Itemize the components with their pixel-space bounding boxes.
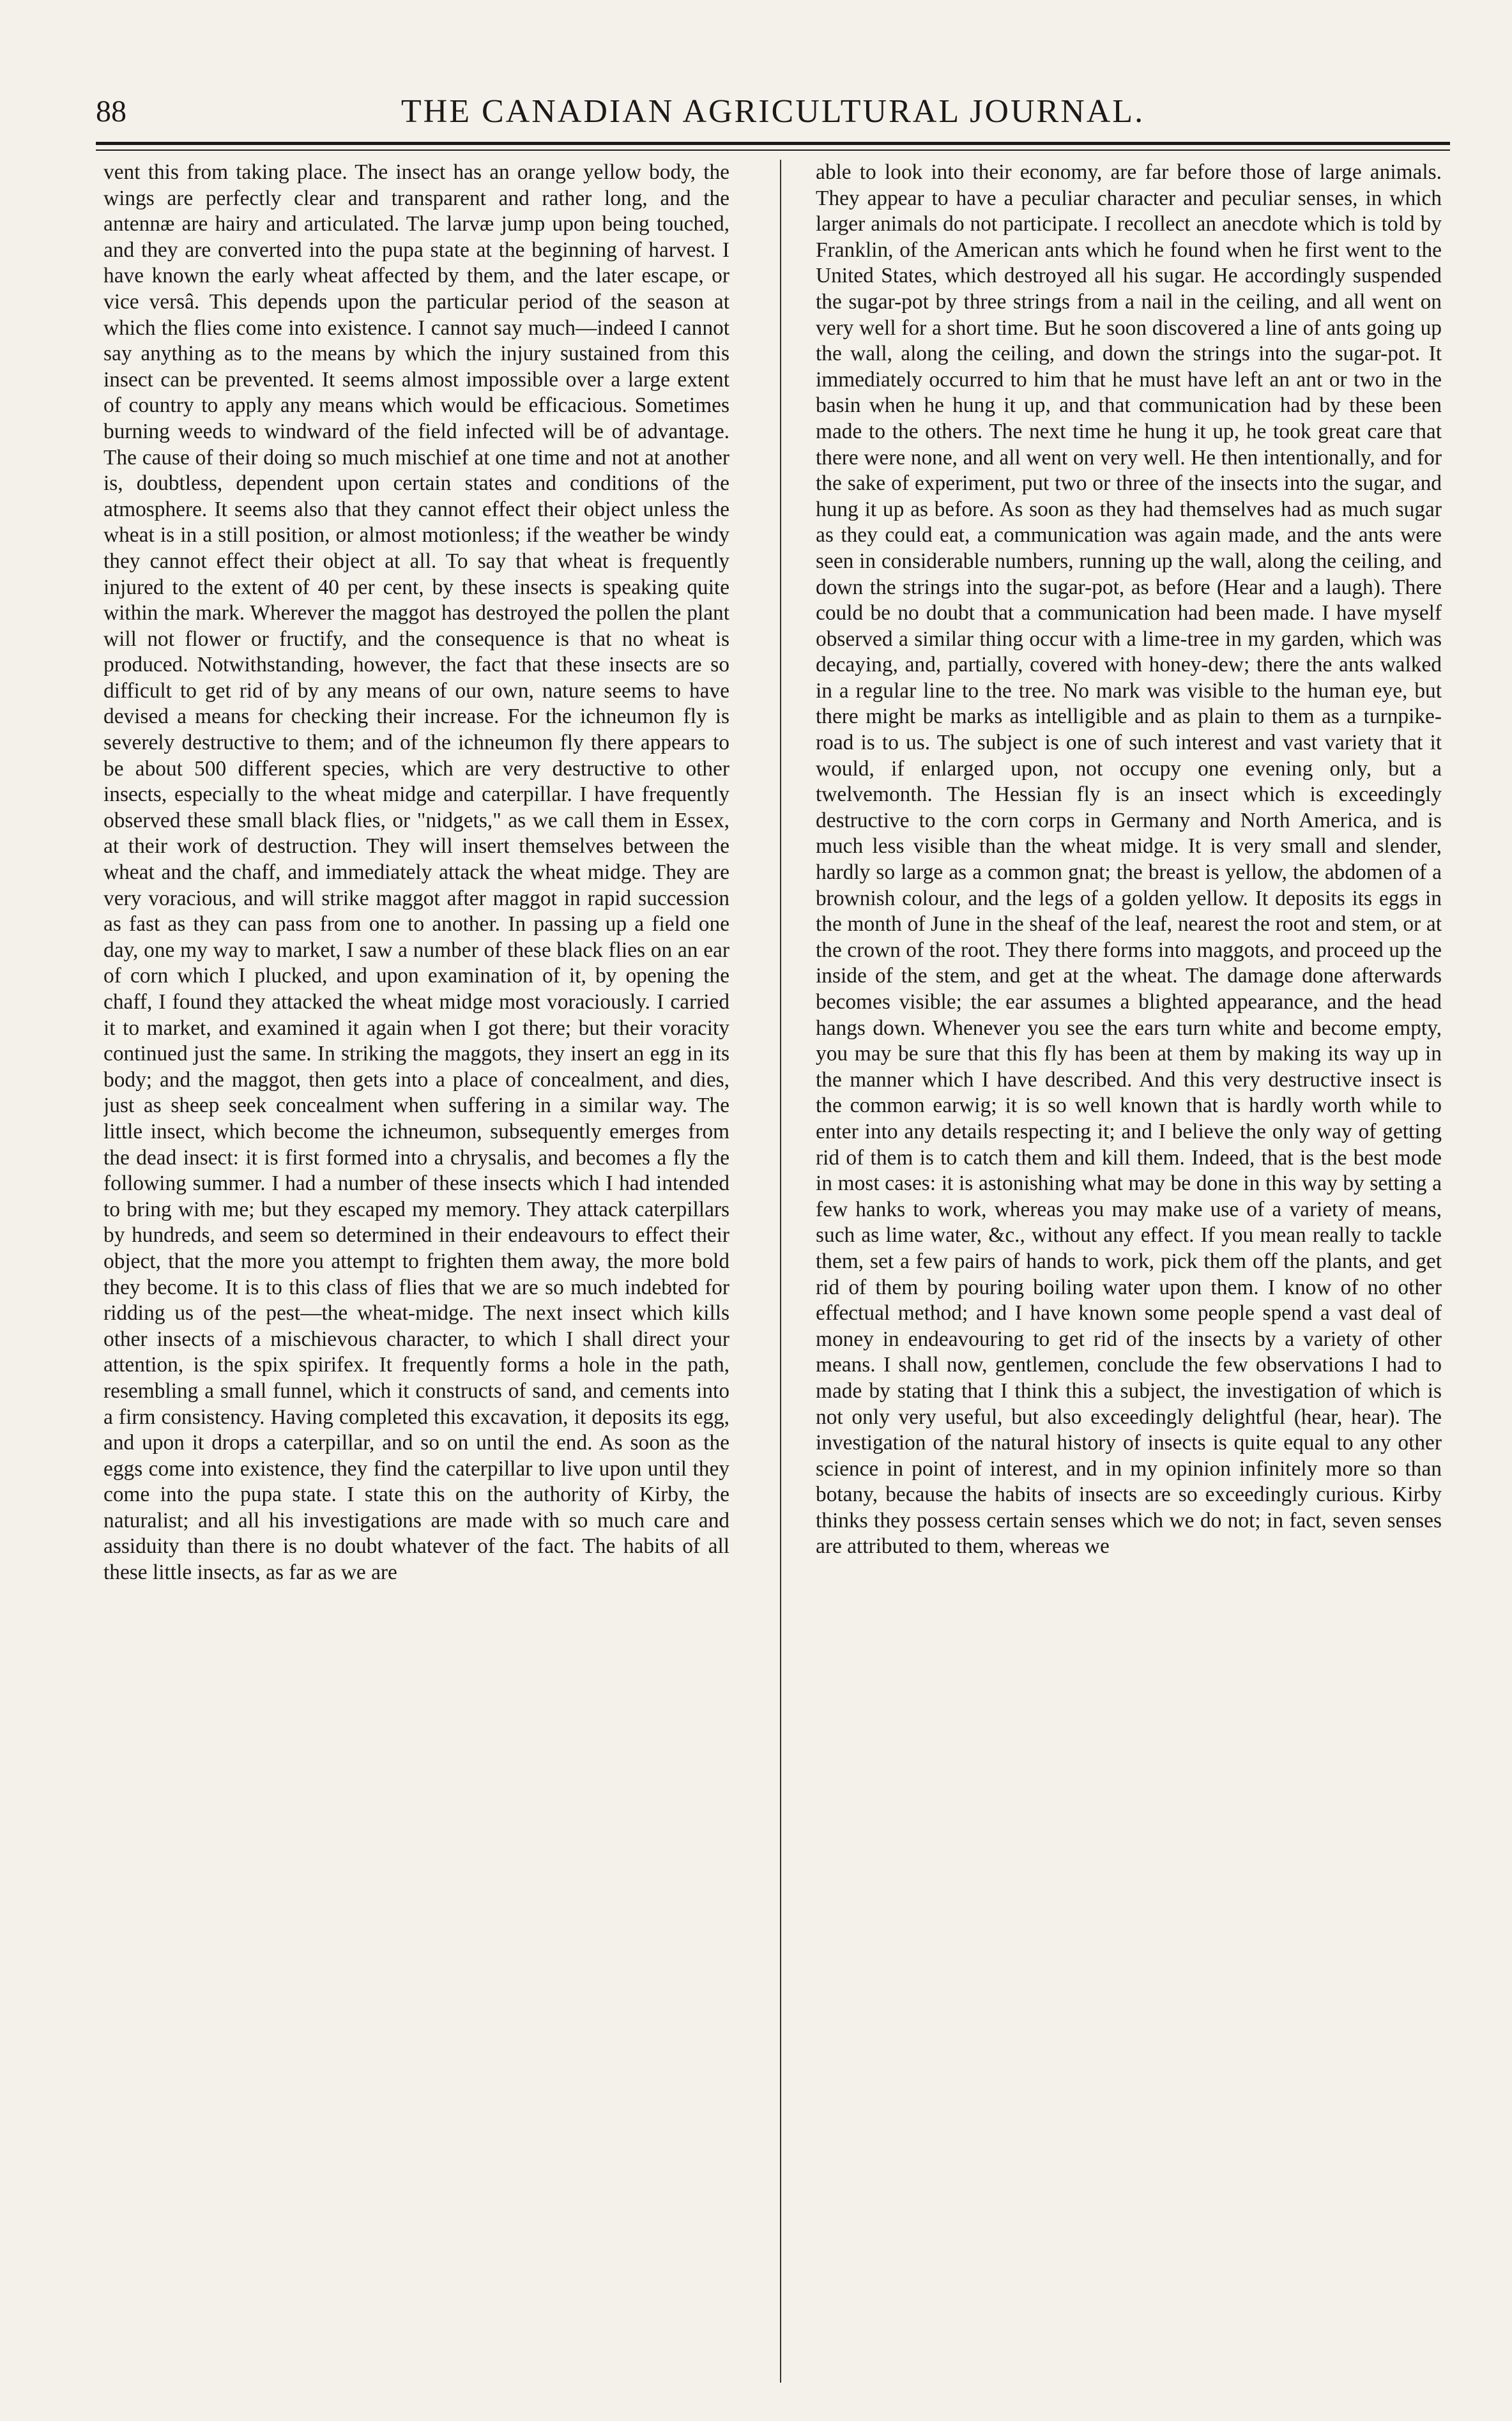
page-number: 88 (96, 95, 126, 128)
left-column-text: vent this from taking place. The insect has an orange yellow body, the wings are perfectly clear and transparent and rather long, and the antennæ are hairy and articulated. The larvæ jump upon being touched, and they are converted into the pupa state at the beginning of harvest. I have known the early wheat affected by them, and the later escape, or vice versâ. This depends upon the particular period of the season at which the flies come into existence. I cannot say much—indeed I cannot say anything as to the means by which the injury sustained from this insect can be prevented. It seems almost impossible over a large extent of country to apply any means which would be efficacious. Sometimes burning weeds to windward of the field infected will be of advantage. The cause of their doing so much mischief at one time and not at another is, doubtless, dependent upon certain states and conditions of the atmosphere. It seems also that they cannot effect their object unless the wheat is in a still position, or almost motionless; if the weather be windy they cannot effect their object at all. To say that wheat is frequently injured to the extent of 40 per cent, by these insects is speaking quite within the mark. Wherever the maggot has destroyed the pollen the plant will not flower or fructify, and the consequence is that no wheat is produced. Notwithstanding, however, the fact that these insects are so difficult to get rid of by any means of our own, nature seems to have devised a means for checking their increase. For the ichneumon fly is severely destructive to them; and of the ichneumon fly there appears to be about 500 different species, which are very destructive to other insects, especially to the wheat midge and caterpillar. I have frequently observed these small black flies, or "nidgets," as we call them in Essex, at their work of destruction. They will insert themselves between the wheat and the chaff, and immediately attack the wheat midge. They are very voracious, and will strike maggot after maggot in rapid succession as fast as they can pass from one to another. In passing up a field one day, one my way to market, I saw a number of these black flies on an ear of corn which I plucked, and upon examination of it, by opening the chaff, I found they attacked the wheat midge most voraciously. I carried it to market, and examined it again when I got there; but their voracity continued just the same. In striking the maggots, they insert an egg in its body; and the maggot, then gets into a place of concealment, and dies, just as sheep seek concealment when suffering in a similar way. The little insect, which become the ichneumon, subsequently emerges from the dead insect: it is first formed into a chrysalis, and becomes a fly the following summer. I had a number of these insects which I had intended to bring with me; but they escaped my memory. They attack caterpillars by hundreds, and seem so determined in their endeavours to effect their object, that the more you attempt to frighten them away, the more bold they become. It is to this class of flies that we are so much indebted for ridding us of the pest—the wheat-midge. The next insect which kills other insects of a mischievous character, to which I shall direct your attention, is the spix spirifex. It frequently forms a hole in the path, resembling a small funnel, which it constructs of sand, and cements into a firm consistency. Having completed this excavation, it deposits its egg, and upon it drops a caterpillar, and so on until the end. As soon as the eggs come into existence, they find the caterpillar to live upon until they come into the pupa state. I state this on the authority of Kirby, the naturalist; and all his investigations are made with so much care and assiduity than there is no doubt whatever of the fact. The habits of all these little insects, as far as we are (103, 160, 729, 1585)
left-column (103, 160, 729, 2383)
right-column-text: able to look into their economy, are far before those of large animals. They appear to have a peculiar character and peculiar senses, in which larger animals do not participate. I recollect an anecdote which is told by Franklin, of the American ants which he found when he first went to the United States, which destroyed all his sugar. He accordingly suspended the sugar-pot by three strings from a nail in the ceiling, and all went on very well for a short time. But he soon discovered a line of ants going up the wall, along the ceiling, and down the strings into the sugar-pot. It immediately occurred to him that he must have left an ant or two in the basin when he hung it up, and that communication had by these been made to the others. The next time he hung it up, he took great care that there were none, and all went on very well. He then intentionally, and for the sake of experiment, put two or three of the insects into the sugar, and hung it up as before. As soon as they had themselves had as much sugar as they could eat, a communication was again made, and the ants were seen in considerable numbers, running up the wall, along the ceiling, and down the strings into the sugar-pot, as before (Hear and a laugh). There could be no doubt that a communication had been made. I have myself observed a similar thing occur with a lime-tree in my garden, which was decaying, and, partially, covered with honey-dew; there the ants walked in a regular line to the tree. No mark was visible to the human eye, but there might be marks as intelligible and as plain to them as a turnpike-road is to us. The subject is one of such interest and vast variety that it would, if enlarged upon, not occupy one evening only, but a twelvemonth. The Hessian fly is an insect which is exceedingly destructive to the corn corps in Germany and North America, and is much less visible than the wheat midge. It is very small and slender, hardly so large as a common gnat; the breast is yellow, the abdomen of a brownish colour, and the legs of a golden yellow. It deposits its eggs in the month of June in the sheaf of the leaf, nearest the root and stem, or at the crown of the root. They there forms into maggots, and proceed up the inside of the stem, and get at the wheat. The damage done afterwards becomes visible; the ear assumes a blighted appearance, and the head hangs down. Whenever you see the ears turn white and become empty, you may be sure that this fly has been at them by making its way up in the manner which I have described. And this very destructive insect is the common earwig; it is so well known that is hardly worth while to enter into any details respecting it; and I believe the only way of getting rid of them is to catch them and kill them. Indeed, that is the best mode in most cases: it is astonishing what may be done in this way by setting a few hanks to work, whereas you may make use of a variety of means, such as lime water, &c., without any effect. If you mean really to tackle them, set a few pairs of hands to work, pick them off the plants, and get rid of them by pouring boiling water upon them. I know of no other effectual method; and I have known some people spend a vast deal of money in endeavouring to get rid of the insects by a variety of other means. I shall now, gentlemen, conclude the few observations I had to made by stating that I think this a subject, the investigation of which is not only very useful, but also exceedingly delightful (hear, hear). The investigation of the natural history of insects is quite equal to any other science in point of interest, and in my opinion infinitely more so than botany, because the habits of insects are so exceedingly curious. Kirby thinks they possess certain senses which we do not; in fact, seven senses are attributed to them, whereas we (816, 160, 1442, 1559)
header-rule-thin (96, 149, 1450, 151)
column-separator (780, 160, 781, 2383)
journal-title: THE CANADIAN AGRICULTURAL JOURNAL. (401, 93, 1145, 130)
header-rule-thick (96, 142, 1450, 145)
right-column (816, 160, 1442, 2383)
page-header (96, 89, 1450, 141)
